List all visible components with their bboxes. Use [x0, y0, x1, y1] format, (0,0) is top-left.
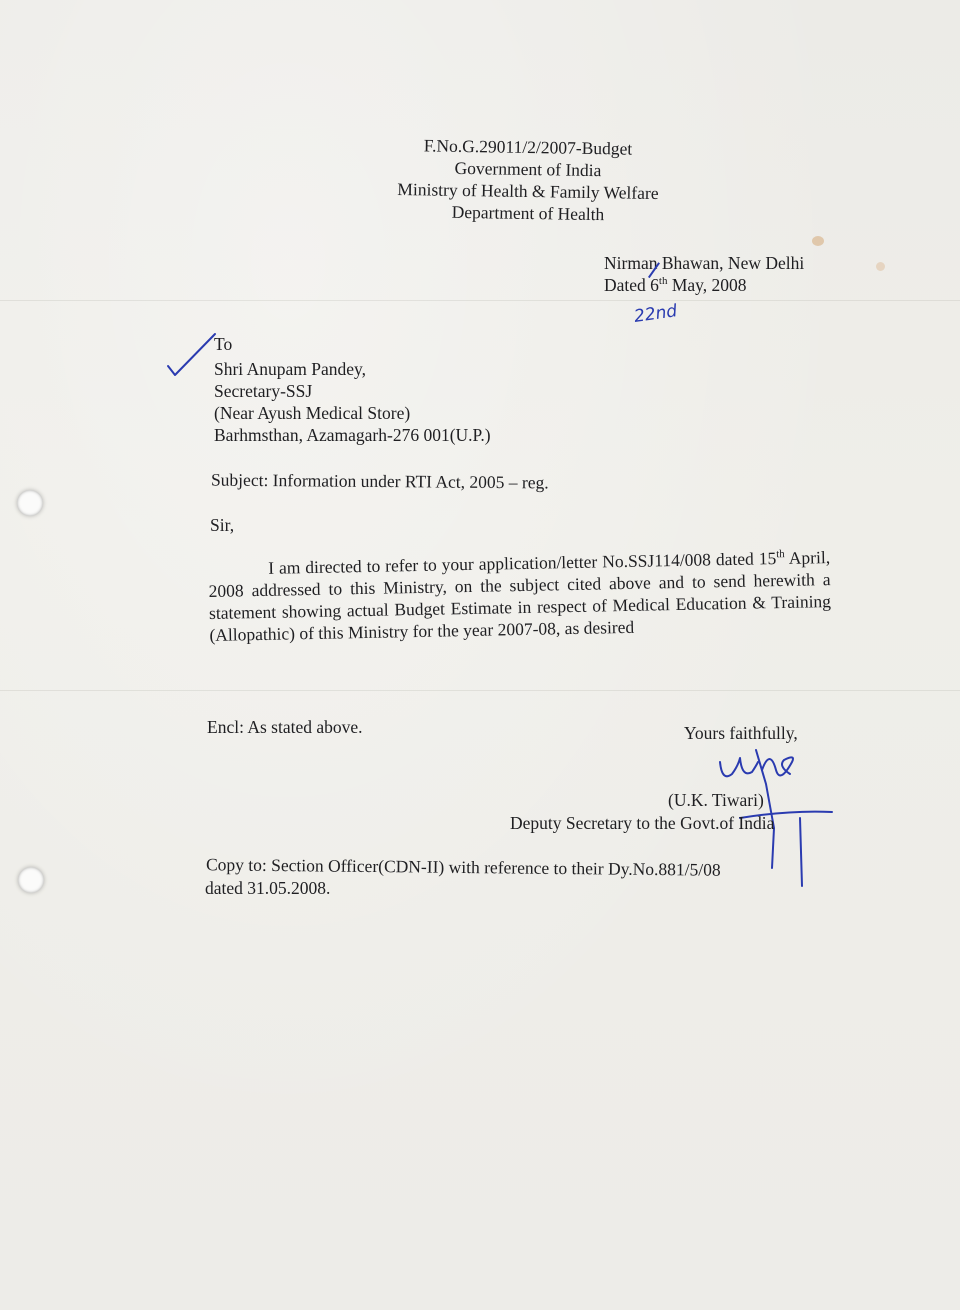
- copy-to-line-2: dated 31.05.2008.: [205, 878, 331, 898]
- paper-stain: [812, 236, 824, 246]
- fold-line: [0, 300, 960, 301]
- fold-line: [0, 690, 960, 691]
- enclosure-note: Encl: As stated above.: [207, 717, 363, 737]
- signatory-name: (U.K. Tiwari): [668, 790, 764, 810]
- punch-hole: [18, 867, 44, 893]
- file-number: F.No.G.29011/2/2007-Budget: [423, 135, 633, 159]
- salutation: Sir,: [210, 515, 235, 535]
- to-label: To: [214, 334, 233, 354]
- date-line: [604, 274, 747, 296]
- copy-to-line-1: Copy to: Section Officer(CDN-II) with reference to their Dy.No.881/5/08: [205, 854, 721, 880]
- struck-day: 6th: [650, 275, 667, 295]
- government-name: Government of India: [454, 157, 602, 181]
- closing: Yours faithfully,: [684, 723, 798, 743]
- signatory-designation: Deputy Secretary to the Govt.of India: [510, 813, 775, 833]
- place: Nirman Bhawan, New Delhi: [604, 253, 805, 273]
- body-paragraph: I am directed to refer to your application/letter No.SSJ114/008 dated 15th April, 2008 addressed to this Ministry, on the subject cited above and to send herewith a statement showing actual Budget Estimate in respect of Medical Education & Training (Allopathic) of this Ministry for the year 2007-08, as desired: [208, 547, 832, 645]
- paper-stain: [876, 262, 885, 271]
- addressee-designation: Secretary-SSJ: [214, 381, 313, 401]
- subject-line: Subject: Information under RTI Act, 2005 – reg.: [210, 469, 549, 493]
- handwritten-date-correction: 22nd: [632, 301, 679, 327]
- addressee-address: Barhmsthan, Azamagarh-276 001(U.P.): [214, 425, 491, 445]
- addressee-name: Shri Anupam Pandey,: [214, 359, 366, 379]
- punch-hole: [17, 490, 43, 516]
- department-name: Department of Health: [451, 201, 605, 225]
- dated-label: Dated: [604, 275, 646, 295]
- addressee-landmark: (Near Ayush Medical Store): [214, 403, 411, 423]
- month-year: May, 2008: [671, 275, 747, 295]
- ministry-name: Ministry of Health & Family Welfare: [397, 178, 659, 204]
